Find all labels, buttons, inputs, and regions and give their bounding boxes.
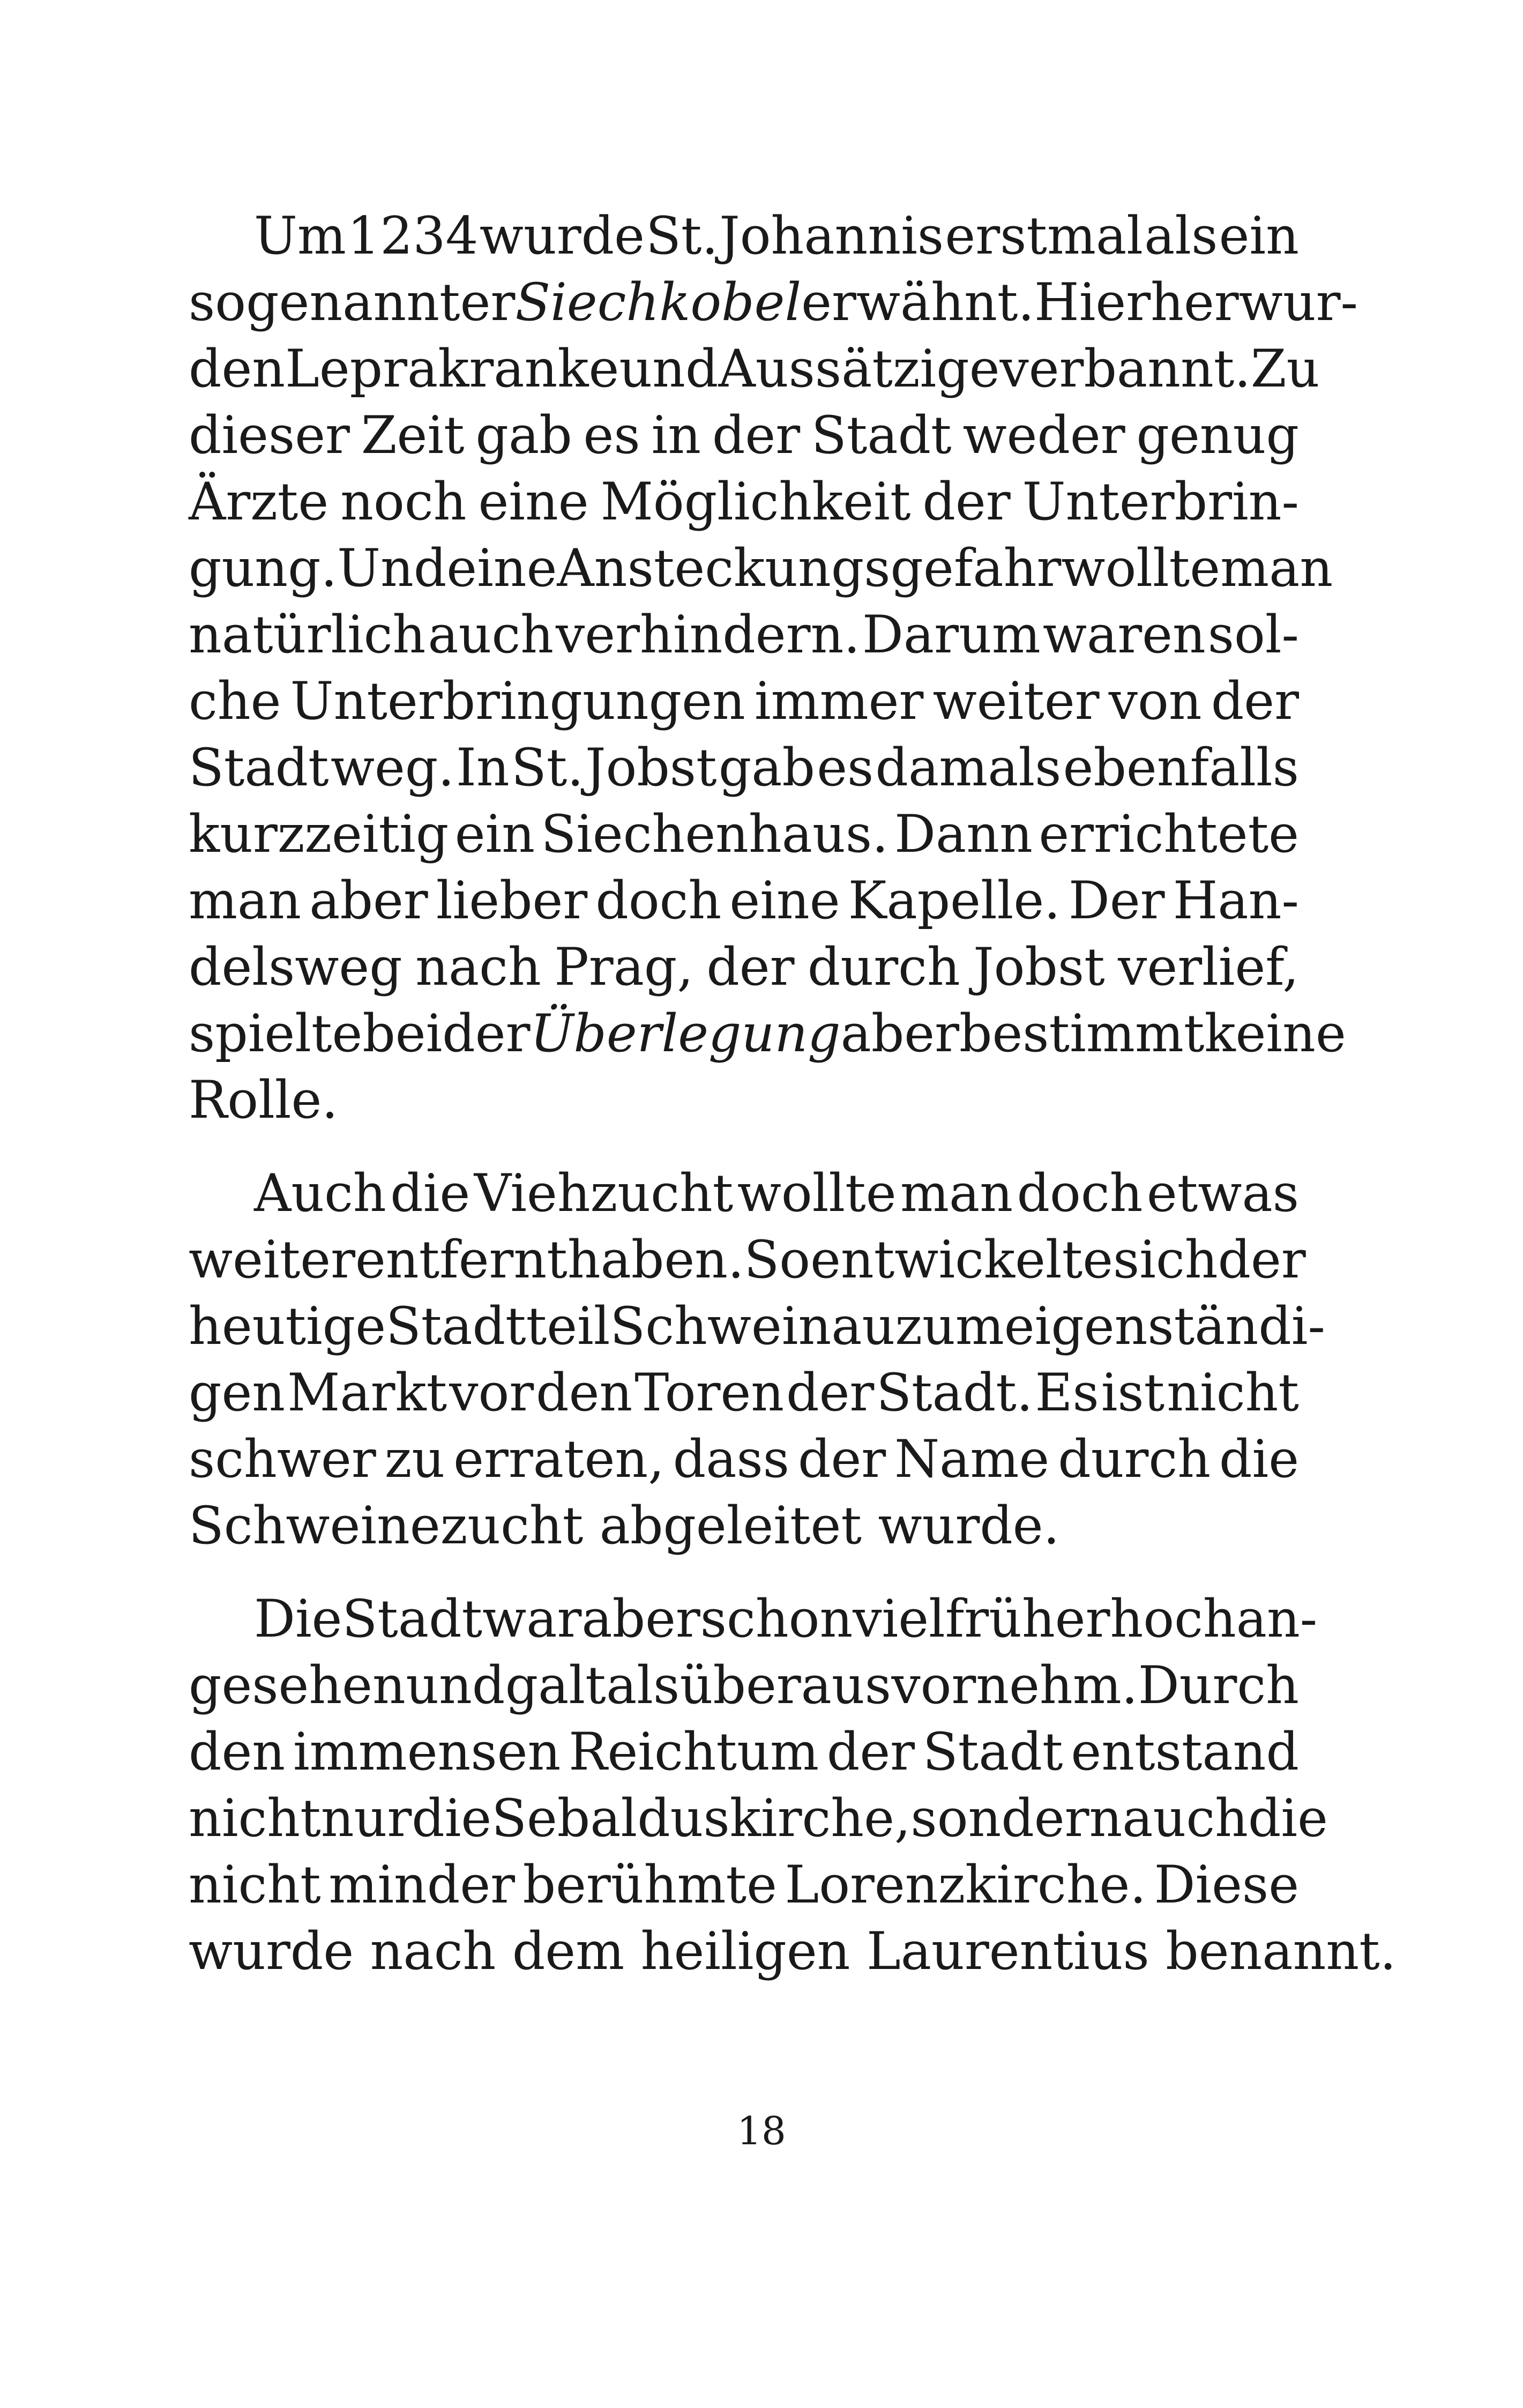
word: entstand (1071, 1722, 1299, 1782)
word: entwickelte (810, 1230, 1113, 1290)
text-line (189, 1719, 1299, 1785)
word: noch (340, 472, 467, 532)
word: der (922, 472, 1011, 532)
text-line (189, 269, 1358, 336)
word: verhindern. (556, 605, 860, 665)
word: damals (875, 738, 1062, 798)
word: Stadt (811, 405, 952, 465)
word: in (651, 405, 701, 465)
word: benannt. (1166, 1921, 1397, 1981)
word: ebenfalls (1063, 738, 1299, 798)
word: erraten, (453, 1429, 665, 1489)
text-line (189, 934, 1299, 1000)
paragraph (189, 1586, 1397, 1985)
word: Reichtum (569, 1722, 819, 1782)
word: Leprakranke (285, 339, 619, 399)
word: Überlegung (530, 1004, 841, 1064)
word: durch (807, 937, 960, 997)
word: Möglichkeit (600, 472, 911, 532)
word: die (390, 1163, 471, 1223)
word: der (1211, 671, 1299, 731)
word: verlief, (1118, 937, 1299, 997)
word: man (900, 1163, 1013, 1223)
word: an- (1236, 1589, 1318, 1649)
word: Es (1035, 1363, 1099, 1423)
word: bei (362, 1004, 443, 1064)
word: nicht (1167, 1363, 1299, 1423)
word: nicht (189, 1788, 321, 1848)
word: Diese (1154, 1855, 1299, 1915)
word: Prag, (554, 937, 693, 997)
word: schon (700, 1589, 853, 1649)
word: Stadt. (876, 1363, 1033, 1423)
word: Siechkobel (515, 272, 802, 332)
word: sich (1113, 1230, 1218, 1290)
word: aber (309, 871, 428, 931)
text-line (189, 734, 1299, 801)
word: che (189, 671, 281, 731)
word: wurde (479, 206, 645, 266)
word: sol- (1207, 605, 1299, 665)
word: Stadtteil (386, 1296, 610, 1356)
word: eine (729, 871, 840, 931)
word: erwähnt. (801, 272, 1034, 332)
word: immensen (293, 1722, 561, 1782)
word: Toren (634, 1363, 785, 1423)
word: spielte (189, 1004, 363, 1064)
word: Siechenhaus. (541, 804, 889, 864)
paragraph (189, 1160, 1325, 1559)
word: nach (370, 1921, 496, 1981)
word: doch (595, 871, 722, 931)
word: Schweinau (610, 1296, 895, 1356)
word: ist (1101, 1363, 1165, 1423)
text-line (189, 1785, 1328, 1852)
word: Aussätzige (718, 339, 1000, 399)
word: Dann (894, 804, 1033, 864)
word: nicht (189, 1855, 321, 1915)
word: den (189, 1722, 286, 1782)
word: die (1219, 1429, 1299, 1489)
word: sogenannter (189, 272, 516, 332)
word: Han- (1173, 871, 1299, 931)
word: weiter (189, 1230, 355, 1290)
word: überaus (680, 1655, 891, 1715)
word: der (442, 1004, 531, 1064)
text-line (189, 1492, 1299, 1559)
word: St. (646, 206, 718, 266)
word: wurde. (878, 1496, 1060, 1556)
word: kurzzeitig (189, 804, 449, 864)
word: wurde (189, 1921, 354, 1981)
word: waren (1042, 605, 1206, 665)
word: und (406, 1655, 505, 1715)
word: berühmte (522, 1855, 777, 1915)
word: eine (446, 538, 557, 598)
word: es (583, 405, 640, 465)
word: schwer (189, 1429, 376, 1489)
text-line (189, 1359, 1299, 1426)
word: wollte (1061, 538, 1221, 598)
word: ein (454, 804, 535, 864)
word: zum (895, 1296, 1004, 1356)
word: gesehen (189, 1655, 406, 1715)
word: gab (475, 405, 572, 465)
word: durch (1058, 1429, 1211, 1489)
text-line (189, 1852, 1299, 1918)
text-line (189, 535, 1333, 601)
word: früher (945, 1589, 1110, 1649)
word: In (456, 738, 510, 798)
word: verbannt. (999, 339, 1251, 399)
word: Darum (862, 605, 1041, 665)
word: Auch (254, 1163, 386, 1223)
word: galt (505, 1655, 606, 1715)
word: hoch (1110, 1589, 1236, 1649)
word: minder (329, 1855, 516, 1915)
word: aber (840, 1004, 959, 1064)
word: den (189, 339, 286, 399)
word: Markt (287, 1363, 447, 1423)
word: doch (1017, 1163, 1143, 1223)
word: Laurentius (867, 1921, 1149, 1981)
word: gen (189, 1363, 286, 1423)
word: Viehzucht (474, 1163, 734, 1223)
word: sondern (910, 1788, 1123, 1848)
word: Zu (1250, 339, 1320, 399)
word: etwas (1146, 1163, 1299, 1223)
word: genug (1136, 405, 1299, 465)
word: den (536, 1363, 633, 1423)
word: vornehm. (891, 1655, 1138, 1715)
text-line (189, 402, 1299, 469)
word: der (786, 1363, 875, 1423)
word: Kapelle. (848, 871, 1061, 931)
word: der (706, 937, 795, 997)
word: Durch (1138, 1655, 1299, 1715)
page-number: 18 (737, 2108, 786, 2153)
word: gung. (189, 538, 338, 598)
word: gab (718, 738, 815, 798)
word: erstmal (945, 206, 1143, 266)
word: der (826, 1722, 915, 1782)
word: abgeleitet (599, 1496, 862, 1556)
text-line (189, 1586, 1318, 1652)
word: war (482, 1589, 582, 1649)
word: die (412, 1788, 492, 1848)
text-line (189, 668, 1299, 734)
word: Rolle. (189, 1070, 338, 1130)
word: dieser (189, 405, 350, 465)
word: vor (449, 1363, 534, 1423)
text-line (189, 1000, 1346, 1067)
word: der (1218, 1230, 1306, 1290)
word: weg. (330, 738, 454, 798)
word: es (817, 738, 874, 798)
word: lieber (436, 871, 588, 931)
word: weder (962, 405, 1125, 465)
word: Ärzte (189, 472, 329, 532)
word: Der (1068, 871, 1165, 931)
word: eigenständi- (1004, 1296, 1325, 1356)
word: eine (478, 472, 589, 532)
text-line (189, 1918, 1397, 1985)
word: Jobst (585, 738, 717, 798)
word: Die (254, 1589, 342, 1649)
word: entfernt (355, 1230, 568, 1290)
text-line (189, 1067, 1299, 1133)
word: delsweg (189, 937, 402, 997)
text-line (189, 801, 1299, 867)
word: als (1144, 206, 1218, 266)
word: Um (254, 206, 346, 266)
word: Stadt (189, 738, 329, 798)
text-line (189, 469, 1299, 535)
word: dass (673, 1429, 789, 1489)
text-line (189, 601, 1299, 668)
word: nach (415, 937, 541, 997)
word: St. (511, 738, 584, 798)
word: immer (754, 671, 924, 731)
word: bestimmt (959, 1004, 1205, 1064)
word: wur- (1238, 272, 1358, 332)
text-line (189, 1426, 1299, 1492)
word: heiligen (640, 1921, 850, 1981)
word: natürlich (189, 605, 426, 665)
word: man (1220, 538, 1333, 598)
word: dem (512, 1921, 625, 1981)
word: nur (320, 1788, 412, 1848)
word: auch (1122, 1788, 1248, 1848)
word: So (744, 1230, 811, 1290)
word: heutige (189, 1296, 386, 1356)
word: und (619, 339, 719, 399)
text-line (189, 1293, 1325, 1359)
word: zu (384, 1429, 445, 1489)
word: Unterbrin- (1022, 472, 1299, 532)
word: als (606, 1655, 680, 1715)
word: viel (853, 1589, 945, 1649)
word: ein (1219, 206, 1299, 266)
word: weiter (932, 671, 1100, 731)
word: 1234 (347, 206, 479, 266)
word: Stadt (342, 1589, 483, 1649)
word: auch (428, 605, 554, 665)
word: Ansteckungsgefahr (557, 538, 1062, 598)
word: von (1108, 671, 1202, 731)
word: aber (581, 1589, 700, 1649)
word: haben. (567, 1230, 744, 1290)
word: Name (894, 1429, 1050, 1489)
word: Hierher (1034, 272, 1239, 332)
word: Unterbringungen (290, 671, 745, 731)
word: keine (1204, 1004, 1346, 1064)
word: Und (337, 538, 447, 598)
word: Stadt (922, 1722, 1063, 1782)
text-line (189, 1652, 1299, 1719)
text-line (189, 203, 1299, 269)
body-text (189, 203, 1397, 2011)
paragraph (189, 203, 1358, 1133)
word: man (189, 871, 302, 931)
word: errichtete (1039, 804, 1299, 864)
word: Sebalduskirche, (491, 1788, 911, 1848)
word: Schweinezucht (189, 1496, 584, 1556)
text-line (189, 336, 1320, 402)
word: Johannis (719, 206, 944, 266)
word: der (712, 405, 801, 465)
text-line (189, 1160, 1299, 1227)
word: wollte (737, 1163, 897, 1223)
word: Jobst (973, 937, 1105, 997)
text-line (189, 1227, 1306, 1293)
word: Zeit (361, 405, 465, 465)
word: die (1248, 1788, 1328, 1848)
text-line (189, 867, 1299, 934)
word: der (797, 1429, 886, 1489)
word: Lorenzkirche. (785, 1855, 1146, 1915)
